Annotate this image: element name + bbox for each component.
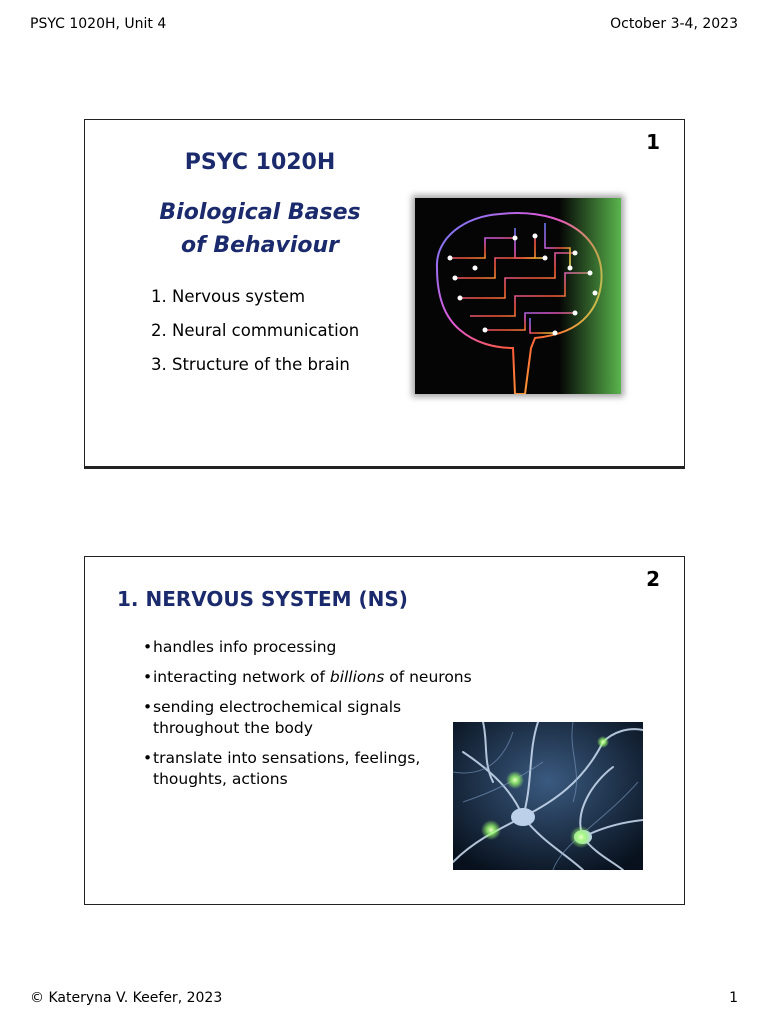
bullet-icon: •	[143, 638, 153, 656]
subtitle-line-1: Biological Bases	[159, 200, 361, 225]
slide-title: 1. NERVOUS SYSTEM (NS)	[117, 587, 408, 611]
list-item	[143, 637, 473, 658]
bullet-text: of neurons	[384, 668, 472, 686]
bullet-icon: •	[143, 698, 153, 716]
bullet-text: handles info processing	[153, 638, 337, 656]
list-item	[143, 748, 473, 790]
bullet-icon: •	[143, 668, 153, 686]
bullet-icon: •	[143, 749, 153, 767]
bullet-text: interacting network of	[153, 668, 330, 686]
list-item: 3. Structure of the brain	[151, 355, 350, 374]
slide-number: 1	[646, 130, 660, 154]
bullet-text: translate into sensations, feelings, thoughts, actions	[153, 749, 421, 788]
bullet-emphasis: billions	[329, 668, 385, 686]
list-item: 2. Neural communication	[151, 321, 360, 340]
page-header-left: PSYC 1020H, Unit 4	[30, 16, 167, 32]
subtitle-line-2: of Behaviour	[180, 233, 340, 258]
bullet-list	[143, 637, 473, 799]
neuron-graphic	[453, 722, 643, 870]
slide-subtitle	[85, 196, 435, 262]
slide-1	[84, 119, 685, 469]
slide-number: 2	[646, 567, 660, 591]
circuit-brain-graphic	[415, 198, 621, 394]
list-item: 1. Nervous system	[151, 287, 306, 306]
circuit-brain-image	[415, 198, 621, 394]
page-footer-copyright: © Kateryna V. Keefer, 2023	[30, 990, 223, 1006]
slide-2	[84, 556, 685, 905]
neuron-network-image	[453, 722, 643, 870]
topics-list	[151, 286, 359, 388]
page-number: 1	[729, 990, 738, 1006]
slide-title: PSYC 1020H	[184, 150, 336, 175]
list-item	[143, 697, 473, 739]
page-header-right: October 3-4, 2023	[610, 16, 738, 32]
bullet-text: sending electrochemical signals throughout the body	[153, 698, 402, 737]
list-item	[143, 667, 473, 688]
